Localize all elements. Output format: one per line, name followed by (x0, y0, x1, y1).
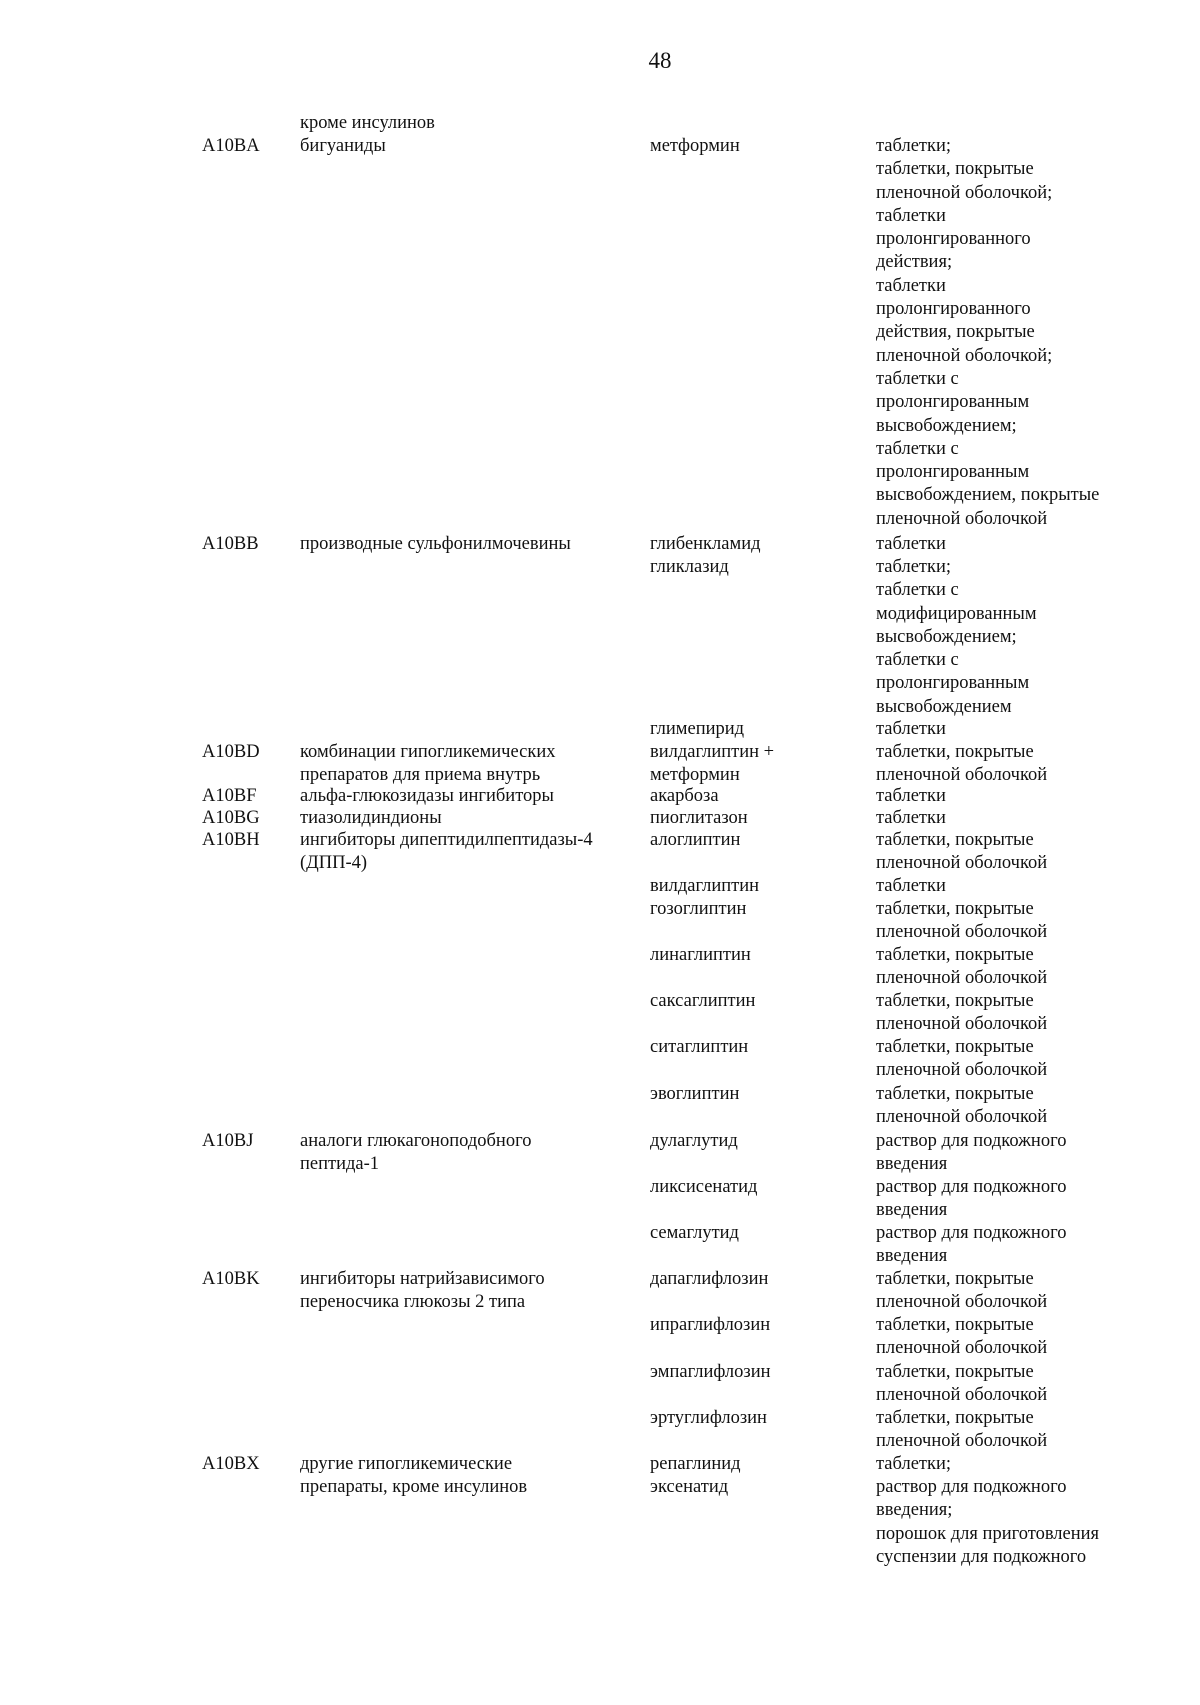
drug-name: гозоглиптин (650, 899, 747, 919)
atc-code: A10BJ (202, 1131, 254, 1151)
anatomical-group: бигуаниды (300, 136, 386, 156)
dosage-form: таблетки, покрытые пленочной оболочкой (876, 1037, 1048, 1081)
anatomical-group: комбинации гипогликемических препаратов для приема внутрь (300, 742, 556, 786)
atc-code: A10BX (202, 1454, 260, 1474)
drug-name: алоглиптин (650, 830, 741, 850)
drug-name: семаглутид (650, 1223, 739, 1243)
drug-name: дулаглутид (650, 1131, 738, 1151)
dosage-form: таблетки, покрытые пленочной оболочкой (876, 1269, 1048, 1313)
dosage-form: раствор для подкожного введения (876, 1177, 1067, 1221)
anatomical-group: производные сульфонилмочевины (300, 534, 571, 554)
dosage-form: таблетки (876, 808, 946, 828)
atc-code: A10BK (202, 1269, 260, 1289)
drug-name: линаглиптин (650, 945, 751, 965)
anatomical-group: тиазолидиндионы (300, 808, 442, 828)
drug-name: глимепирид (650, 719, 745, 739)
atc-code: A10BF (202, 786, 257, 806)
drug-name: эвоглиптин (650, 1084, 740, 1104)
dosage-form: таблетки, покрытые пленочной оболочкой (876, 899, 1048, 943)
drug-name: пиоглитазон (650, 808, 748, 828)
drug-name: акарбоза (650, 786, 719, 806)
dosage-form: таблетки, покрытые пленочной оболочкой (876, 1315, 1048, 1359)
dosage-form: раствор для подкожного введения (876, 1223, 1067, 1267)
anatomical-group: альфа-глюкозидазы ингибиторы (300, 786, 554, 806)
drug-name: метформин (650, 136, 740, 156)
dosage-form: раствор для подкожного введения; порошок для приготовления суспензии для подкожного (876, 1477, 1100, 1567)
dosage-form: таблетки (876, 534, 946, 554)
dosage-form: таблетки; (876, 1454, 952, 1474)
dosage-form: таблетки (876, 719, 946, 739)
atc-code: A10BH (202, 830, 260, 850)
dosage-form: таблетки, покрытые пленочной оболочкой (876, 991, 1048, 1035)
dosage-form: таблетки, покрытые пленочной оболочкой (876, 1362, 1048, 1406)
page-number: 48 (648, 48, 672, 73)
dosage-form: таблетки (876, 876, 946, 896)
dosage-form: раствор для подкожного введения (876, 1131, 1067, 1175)
anatomical-group: ингибиторы натрийзависимого переносчика глюкозы 2 типа (300, 1269, 545, 1313)
drug-name: эксенатид (650, 1477, 729, 1497)
drug-name: эртуглифлозин (650, 1408, 767, 1428)
anatomical-group: ингибиторы дипептидилпептидазы-4 (ДПП-4) (300, 830, 593, 874)
drug-name: глибенкламид (650, 534, 761, 554)
dosage-form: таблетки, покрытые пленочной оболочкой (876, 742, 1048, 786)
dosage-form: таблетки, покрытые пленочной оболочкой (876, 1408, 1048, 1452)
dosage-form: таблетки; таблетки, покрытые пленочной оболочкой; таблетки пролонгированного действия; таблетки пролонгированного действия, покрытые пленочной оболочкой; таблетки с пролонгированным высвобождением; таблетки с пролонгированным высвобождением, покрытые пленочной оболочкой (876, 136, 1100, 529)
drug-name: саксаглиптин (650, 991, 756, 1011)
drug-name: репаглинид (650, 1454, 741, 1474)
dosage-form: таблетки, покрытые пленочной оболочкой (876, 945, 1048, 989)
drug-name: гликлазид (650, 557, 729, 577)
atc-code: A10BB (202, 534, 259, 554)
atc-code: A10BA (202, 136, 260, 156)
drug-name: ситаглиптин (650, 1037, 749, 1057)
atc-code: A10BD (202, 742, 260, 762)
dosage-form: таблетки; таблетки с модифицированным высвобождением; таблетки с пролонгированным высвобождением (876, 557, 1037, 717)
dosage-form: таблетки, покрытые пленочной оболочкой (876, 830, 1048, 874)
drug-name: дапаглифлозин (650, 1269, 769, 1289)
drug-name: вилдаглиптин + метформин (650, 742, 775, 786)
anatomical-group: аналоги глюкагоноподобного пептида-1 (300, 1131, 532, 1175)
drug-name: ипраглифлозин (650, 1315, 771, 1335)
atc-code: A10BG (202, 808, 260, 828)
dosage-form: таблетки, покрытые пленочной оболочкой (876, 1084, 1048, 1128)
dosage-form: таблетки (876, 786, 946, 806)
anatomical-group: кроме инсулинов (300, 113, 435, 133)
drug-name: вилдаглиптин (650, 876, 760, 896)
drug-name: эмпаглифлозин (650, 1362, 771, 1382)
drug-name: ликсисенатид (650, 1177, 758, 1197)
anatomical-group: другие гипогликемические препараты, кроме инсулинов (300, 1454, 528, 1498)
